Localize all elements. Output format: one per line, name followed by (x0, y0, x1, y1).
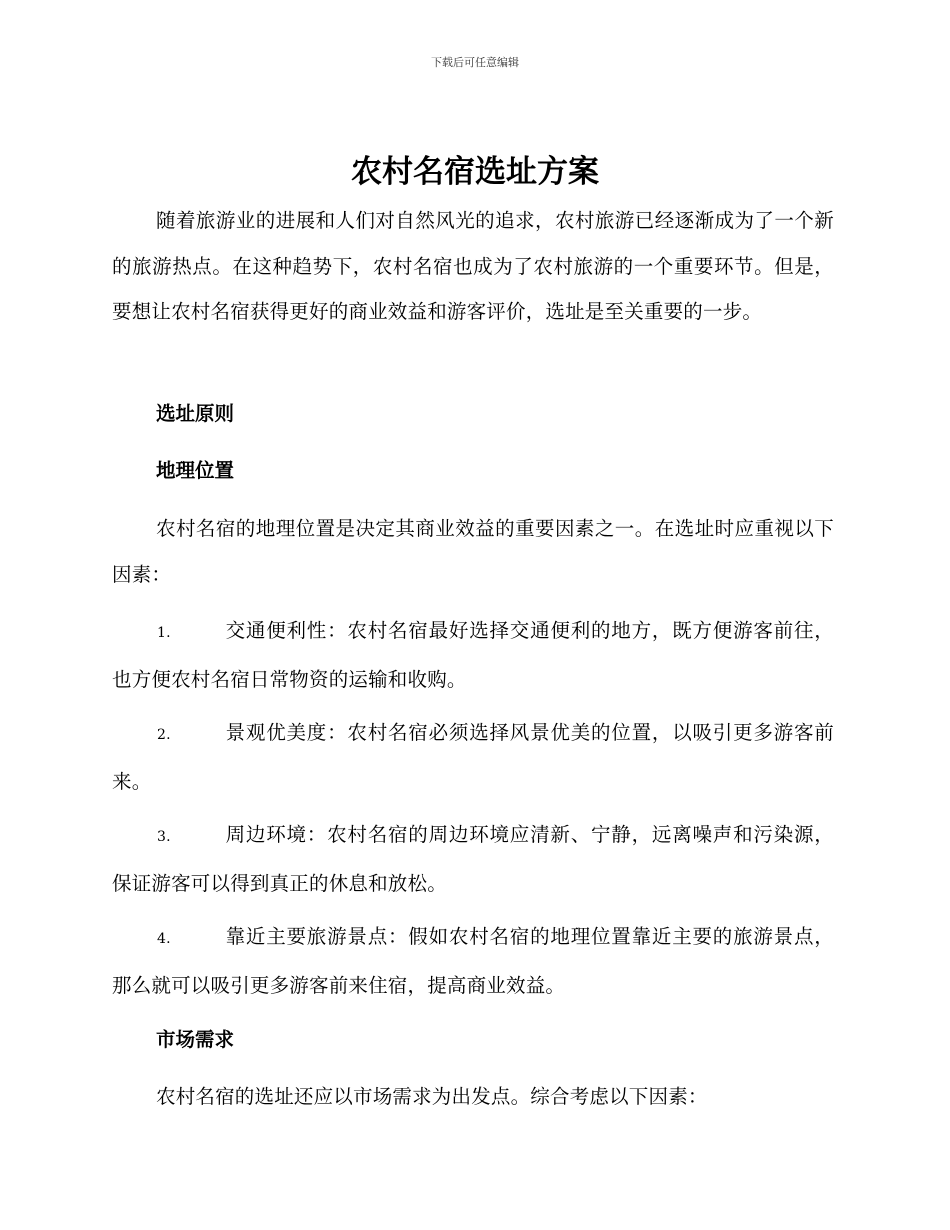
list-number: 1. (157, 625, 171, 641)
intro-paragraph: 随着旅游业的进展和人们对自然风光的追求，农村旅游已经逐渐成为了一个新的旅游热点。在这种趋势下，农村名宿也成为了农村旅游的一个重要环节。但是，要想让农村名宿获得更好的商业效益和游客评价，选址是至关重要的一步。 (112, 209, 834, 323)
list-number: 2. (157, 727, 171, 743)
list-item (112, 812, 834, 906)
geo-paragraph: 农村名宿的地理位置是决定其商业效益的重要因素之一。在选址时应重视以下因素： (112, 517, 834, 586)
list-item (112, 914, 834, 1008)
list-text: 靠近主要旅游景点：假如农村名宿的地理位置靠近主要的旅游景点，那么就可以吸引更多游客前来住宿，提高商业效益。 (112, 925, 834, 997)
list-number: 4. (157, 931, 171, 947)
list-item (112, 710, 834, 804)
list-number: 3. (157, 829, 171, 845)
list-text: 交通便利性：农村名宿最好选择交通便利的地方，既方便游客前往，也方便农村名宿日常物资的运输和收购。 (112, 619, 834, 691)
heading-principles: 选址原则 (156, 402, 235, 425)
header-note: 下载后可任意编辑 (431, 56, 519, 69)
market-paragraph: 农村名宿的选址还应以市场需求为出发点。综合考虑以下因素： (156, 1085, 708, 1108)
heading-geo-location: 地理位置 (156, 459, 235, 482)
list-item (112, 608, 834, 702)
list-text: 周边环境：农村名宿的周边环境应清新、宁静，远离噪声和污染源，保证游客可以得到真正的休息和放松。 (112, 823, 834, 895)
heading-market-demand: 市场需求 (156, 1028, 235, 1051)
document-title: 农村名宿选址方案 (351, 154, 599, 190)
list-text: 景观优美度：农村名宿必须选择风景优美的位置，以吸引更多游客前来。 (112, 721, 834, 793)
